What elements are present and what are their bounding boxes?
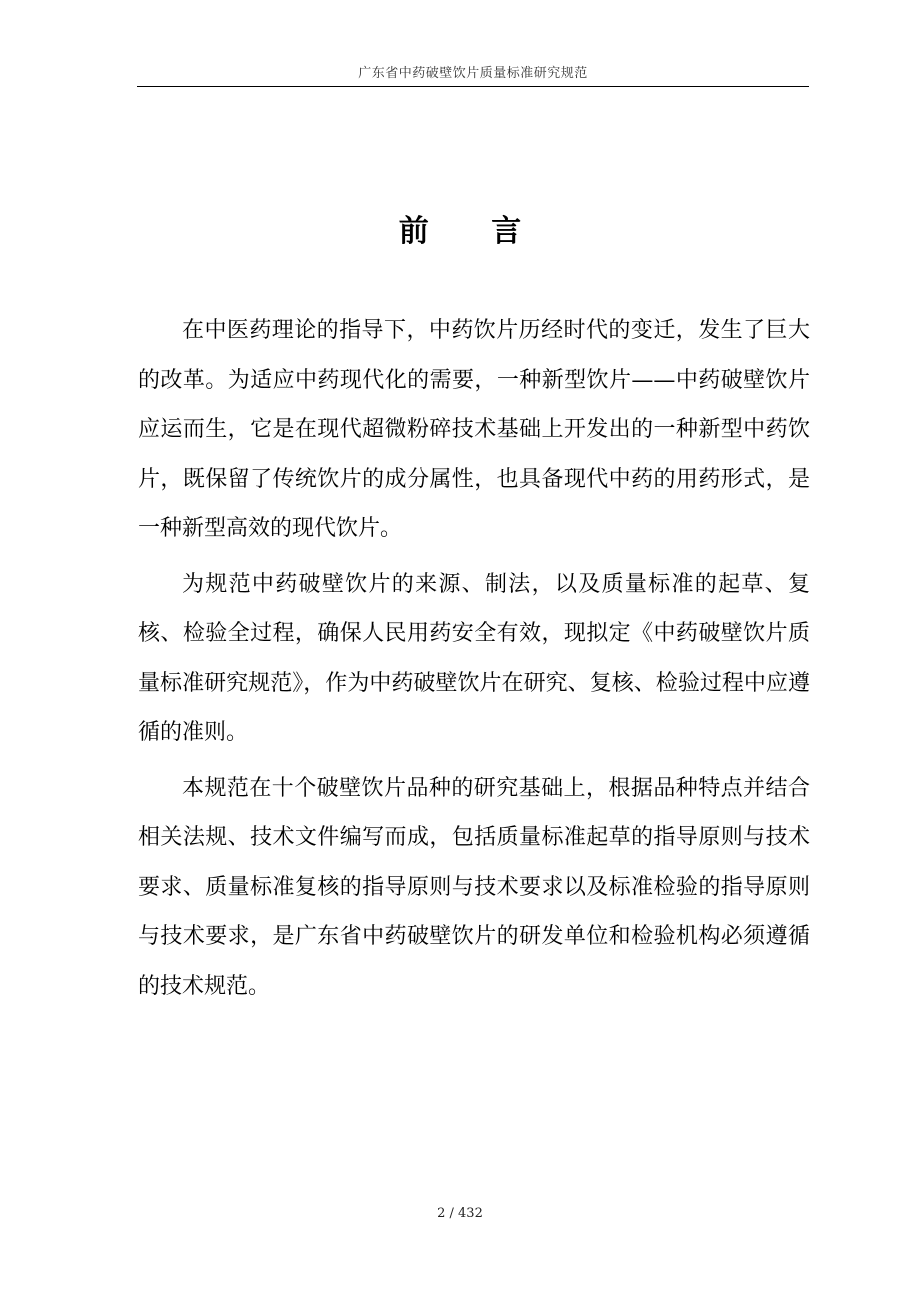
paragraph: 在中医药理论的指导下，中药饮片历经时代的变迁，发生了巨大的改革。为适应中药现代化的需要，一种新型饮片——中药破壁饮片应运而生，它是在现代超微粉碎技术基础上开发出的一种新型中药饮片，既保留了传统饮片的成分属性，也具备现代中药的用药形式，是一种新型高效的现代饮片。: [138, 318, 810, 541]
running-header: 广东省中药破壁饮片质量标准研究规范: [358, 66, 588, 81]
page-number: 2 / 432: [437, 1206, 483, 1221]
page-title: 前 言: [398, 214, 548, 249]
paragraph: 本规范在十个破壁饮片品种的研究基础上，根据品种特点并结合相关法规、技术文件编写而成，包括质量标准起草的指导原则与技术要求、质量标准复核的指导原则与技术要求以及标准检验的指导原则与技术要求，是广东省中药破壁饮片的研发单位和检验机构必须遵循的技术规范。: [138, 775, 810, 999]
paragraph: 为规范中药破壁饮片的来源、制法，以及质量标准的起草、复核、检验全过程，确保人民用药安全有效，现拟定《中药破壁饮片质量标准研究规范》，作为中药破壁饮片在研究、复核、检验过程中应遵循的准则。: [138, 571, 810, 745]
header-divider: [137, 86, 809, 87]
body-text: [138, 306, 810, 1011]
